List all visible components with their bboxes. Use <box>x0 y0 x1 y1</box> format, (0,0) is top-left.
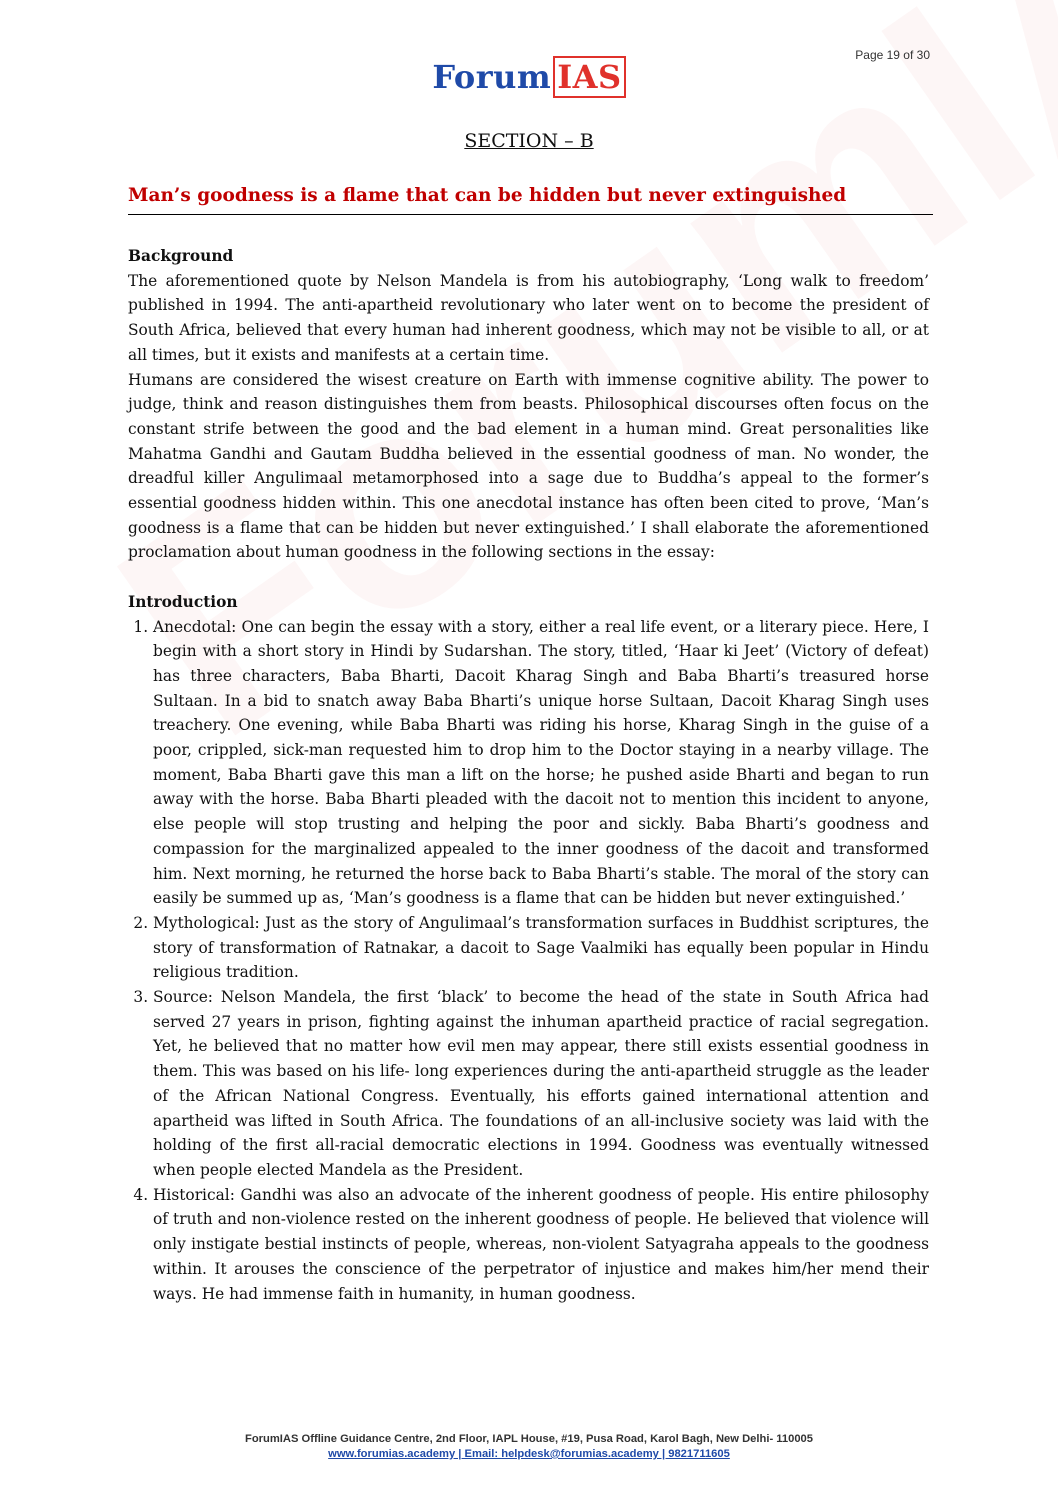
introduction-heading: Introduction <box>128 592 238 611</box>
forumias-logo <box>0 58 1058 96</box>
page-footer <box>0 1432 1058 1462</box>
section-title: SECTION – B <box>464 130 594 152</box>
background-heading: Background <box>128 247 234 265</box>
logo-forum-text: Forum <box>432 58 552 96</box>
footer-address: ForumIAS Offline Guidance Centre, 2nd Floor, IAPL House, #19, Pusa Road, Karol Bagh, New Delhi- 110005 <box>244 1433 813 1445</box>
list-item: 4. Historical: Gandhi was also an advocate of the inherent goodness of people. His entire philosophy of truth and non-violence rested on the inherent goodness of people. He believed that violence will only instigate bestial instincts of people, whereas, non-violent Satyagraha appeals to the goodness within. It arouses the conscience of the perpetrator of injustice and makes him/her mend their ways. He had immense faith in humanity, in human goodness. <box>153 1183 929 1307</box>
list-item: 1. Anecdotal: One can begin the essay with a story, either a real life event, or a literary piece. Here, I begin with a short story in Hindi by Sudarshan. The story, titled, ‘Haar ki Jeet’ (Victory of defeat) has three characters, Baba Bharti, Dacoit Kharag Singh and Baba Bharti’s treasured horse Sultaan. In a bid to snatch away Baba Bharti’s unique horse Sultaan, Dacoit Kharag Singh uses treachery. One evening, while Baba Bharti was riding his horse, Kharag Singh in the guise of a poor, crippled, sick-man requested him to drop him to the Doctor staying in a nearby village. The moment, Baba Bharti gave this man a lift on the horse; he pushed aside Bharti and began to run away with the horse. Baba Bharti pleaded with the dacoit not to mention this incident to anyone, else people will stop trusting and helping the poor and sickly. Baba Bharti’s goodness and compassion for the marginalized appealed to the inner goodness of the dacoit and transformed him. Next morning, he returned the horse back to Baba Bharti’s stable. The moral of the story can easily be summed up as, ‘Man’s goodness is a flame that can be hidden but never extinguished.’ <box>153 615 929 911</box>
background-paragraph: Humans are considered the wisest creature on Earth with immense cognitive ability. The power to judge, think and reason distinguishes them from beasts. Philosophical discourses often focus on the constant strife between the good and the bad element in a human mind. Great personalities like Mahatma Gandhi and Gautam Buddha believed in the essential goodness of man. No wonder, the dreadful killer Angulimaal metamorphosed into a sage due to Buddha’s appeal to the former’s essential goodness hidden within. This one anecdotal instance has often been cited to prove, ‘Man’s goodness is a flame that can be hidden but never extinguished.’ I shall elaborate the aforementioned proclamation about human goodness in the following sections in the essay: <box>128 370 929 562</box>
introduction-list <box>128 615 929 1307</box>
list-item: 3. Source: Nelson Mandela, the first ‘black’ to become the head of the state in South Africa had served 27 years in prison, fighting against the inhuman apartheid practice of racial segregation. Yet, he believed that no matter how evil men may appear, there still exists essential goodness in them. This was based on his life- long experiences during the anti-apartheid struggle as the leader of the African National Congress. Eventually, his efforts gained international attention and apartheid was lifted in South Africa. The foundations of an all-inclusive society was laid with the holding of the first all-racial democratic elections in 1994. Goodness was eventually witnessed when people elected Mandela as the President. <box>153 985 929 1183</box>
logo-ias-text: IAS <box>553 56 625 98</box>
page-number: Page 19 of 30 <box>855 48 930 62</box>
essay-topic: Man’s goodness is a flame that can be hidden but never extinguished <box>128 185 933 215</box>
background-paragraph: The aforementioned quote by Nelson Mandela is from his autobiography, ‘Long walk to freedom’ published in 1994. The anti-apartheid revolutionary who later went on to become the president of South Africa, believed that every human had inherent goodness, which may not be visible to all, or at all times, but it exists and manifests at a certain time. <box>128 271 929 364</box>
essay-body <box>128 244 929 1306</box>
list-item: 2. Mythological: Just as the story of Angulimaal’s transformation surfaces in Buddhist scriptures, the story of transformation of Ratnakar, a dacoit to Sage Vaalmiki has equally been popular in Hindu religious tradition. <box>153 911 929 985</box>
footer-links[interactable]: www.forumias.academy | Email: helpdesk@forumias.academy | 9821711605 <box>328 1448 730 1460</box>
